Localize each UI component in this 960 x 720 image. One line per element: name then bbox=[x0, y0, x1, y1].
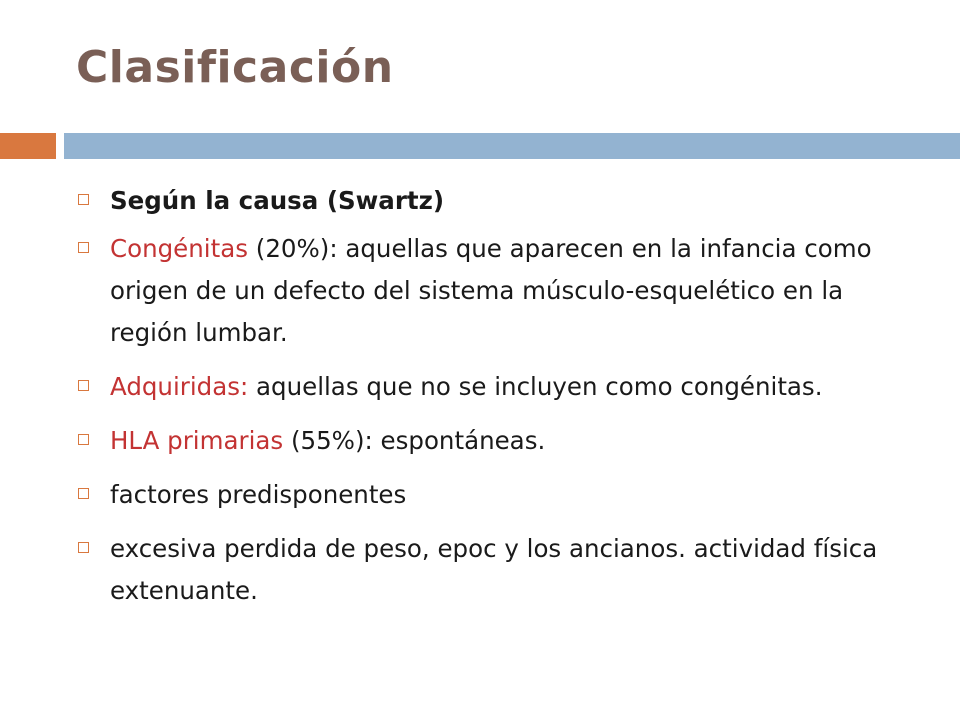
bullet-text: (20%): aquellas que aparecen en la infancia como origen de un defecto del sistema músculo-esquelético en la región lumbar. bbox=[110, 234, 872, 347]
square-bullet-icon bbox=[78, 380, 89, 391]
bullet-list bbox=[76, 180, 906, 624]
bullet-lead-highlight: Adquiridas: bbox=[110, 372, 249, 401]
bullet-item-congenitas bbox=[76, 228, 906, 354]
bullet-item-factores bbox=[76, 474, 906, 516]
bullet-text: excesiva perdida de peso, epoc y los ancianos. actividad física extenuante. bbox=[110, 534, 878, 605]
bullet-lead-highlight: HLA primarias bbox=[110, 426, 284, 455]
square-bullet-icon bbox=[78, 242, 89, 253]
bullet-text: aquellas que no se incluyen como congénitas. bbox=[248, 372, 823, 401]
bullet-item-excesiva bbox=[76, 528, 906, 612]
bullet-text: (55%): espontáneas. bbox=[283, 426, 546, 455]
slide-title: Clasificación bbox=[76, 42, 394, 93]
title-accent-bar bbox=[0, 133, 56, 159]
square-bullet-icon bbox=[78, 434, 89, 445]
bullet-item-adquiridas bbox=[76, 366, 906, 408]
title-underline-bar bbox=[64, 133, 960, 159]
bullet-item-segun-la-causa bbox=[76, 180, 906, 222]
square-bullet-icon bbox=[78, 542, 89, 553]
bullet-text: factores predisponentes bbox=[110, 480, 407, 509]
square-bullet-icon bbox=[78, 194, 89, 205]
bullet-item-hla-primarias bbox=[76, 420, 906, 462]
square-bullet-icon bbox=[78, 488, 89, 499]
bullet-lead-highlight: Congénitas bbox=[110, 234, 248, 263]
bullet-lead: Según la causa (Swartz) bbox=[110, 186, 445, 215]
